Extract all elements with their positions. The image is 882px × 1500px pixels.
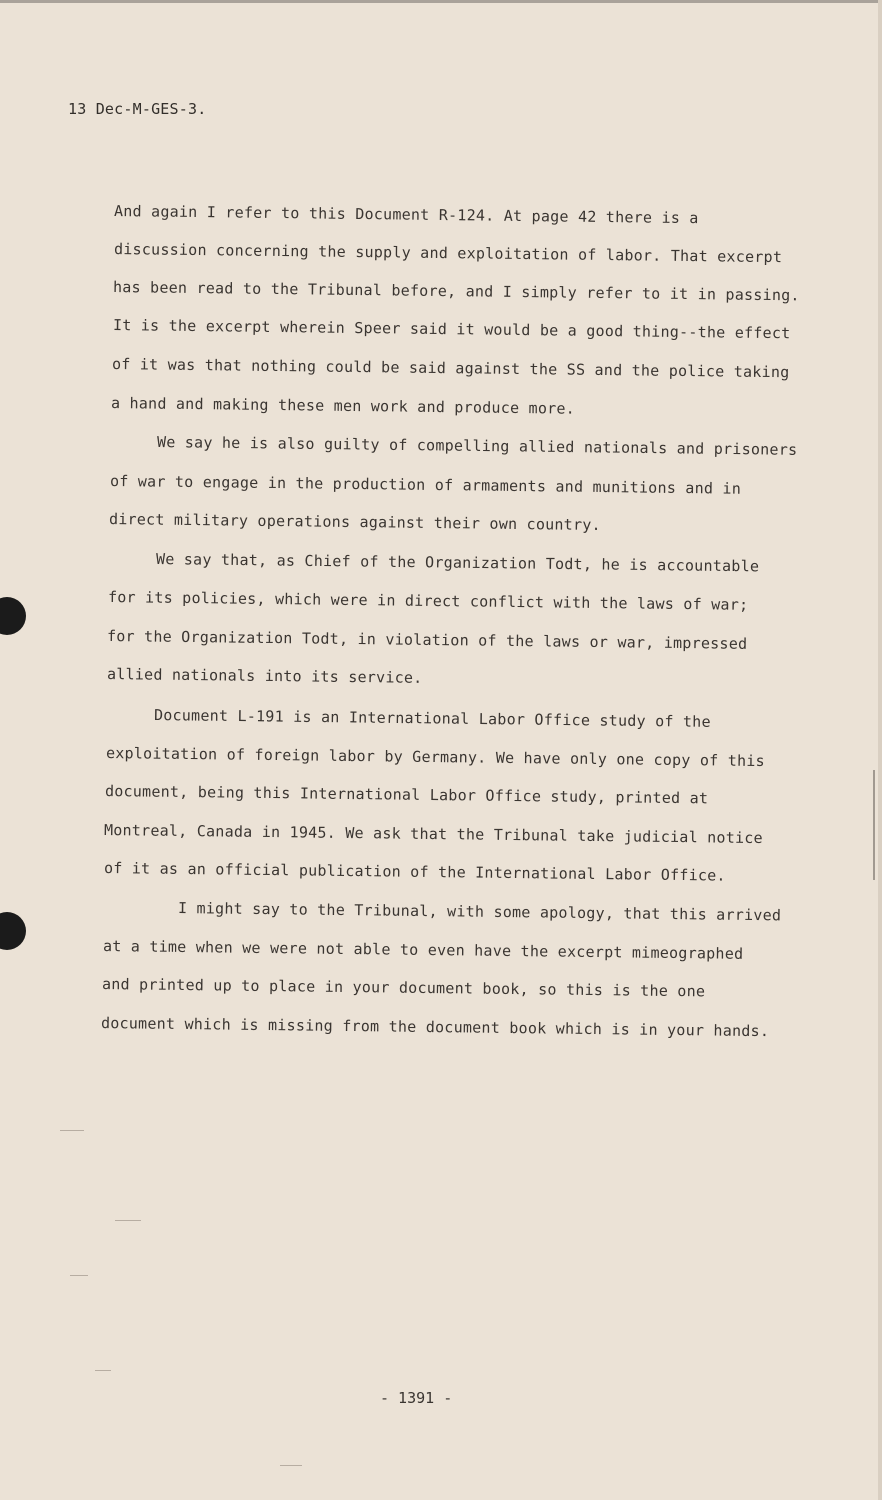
text-line: document, being this International Labor Office study, printed at	[104, 782, 709, 808]
punch-hole-lower	[0, 912, 26, 950]
text-line: allied nationals into its service.	[106, 665, 423, 687]
punch-hole-upper	[0, 597, 26, 635]
text-line: of it was that nothing could be said against the SS and the police taking	[111, 355, 790, 382]
text-line: a hand and making these men work and produce more.	[110, 394, 576, 418]
text-line: direct military operations against their own country.	[108, 510, 601, 535]
text-line: Document L-191 is an International Labor Office study of the	[153, 706, 711, 731]
text-line: I might say to the Tribunal, with some apology, that this arrived	[177, 899, 782, 925]
page-number: - 1391 -	[380, 1389, 453, 1407]
page-right-edge	[878, 0, 882, 1500]
page-top-edge	[0, 0, 882, 3]
document-reference: 13 Dec-M-GES-3.	[68, 100, 207, 118]
text-line: for the Organization Todt, in violation of the laws or war, impressed	[106, 627, 748, 653]
text-line: and printed up to place in your document book, so this is the one	[101, 975, 706, 1001]
stray-mark	[70, 1275, 88, 1276]
stray-mark	[115, 1220, 141, 1221]
stray-mark	[280, 1465, 302, 1466]
text-line: of it as an official publication of the International Labor Office.	[103, 859, 726, 885]
text-line: document which is missing from the document book which is in your hands.	[100, 1014, 770, 1041]
text-line: at a time when we were not able to even have the excerpt mimeographed	[102, 937, 744, 963]
text-line: It is the excerpt wherein Speer said it would be a good thing--the effect	[112, 316, 791, 343]
text-line: exploitation of foreign labor by Germany. We have only one copy of this	[105, 744, 765, 771]
text-line: for its policies, which were in direct conflict with the laws of war;	[107, 588, 749, 614]
stray-mark	[95, 1370, 111, 1371]
text-line: has been read to the Tribunal before, and I simply refer to it in passing.	[112, 278, 800, 305]
text-line: We say that, as Chief of the Organization Todt, he is accountable	[155, 550, 760, 576]
stray-mark	[60, 1130, 84, 1131]
margin-mark	[873, 770, 875, 880]
text-line: We say he is also guilty of compelling allied nationals and prisoners	[156, 433, 798, 459]
text-line: discussion concerning the supply and exploitation of labor. That excerpt	[113, 240, 783, 267]
text-line: And again I refer to this Document R-124. At page 42 there is a	[113, 202, 699, 228]
text-line: of war to engage in the production of armaments and munitions and in	[109, 472, 742, 498]
text-line: Montreal, Canada in 1945. We ask that the Tribunal take judicial notice	[103, 821, 763, 848]
